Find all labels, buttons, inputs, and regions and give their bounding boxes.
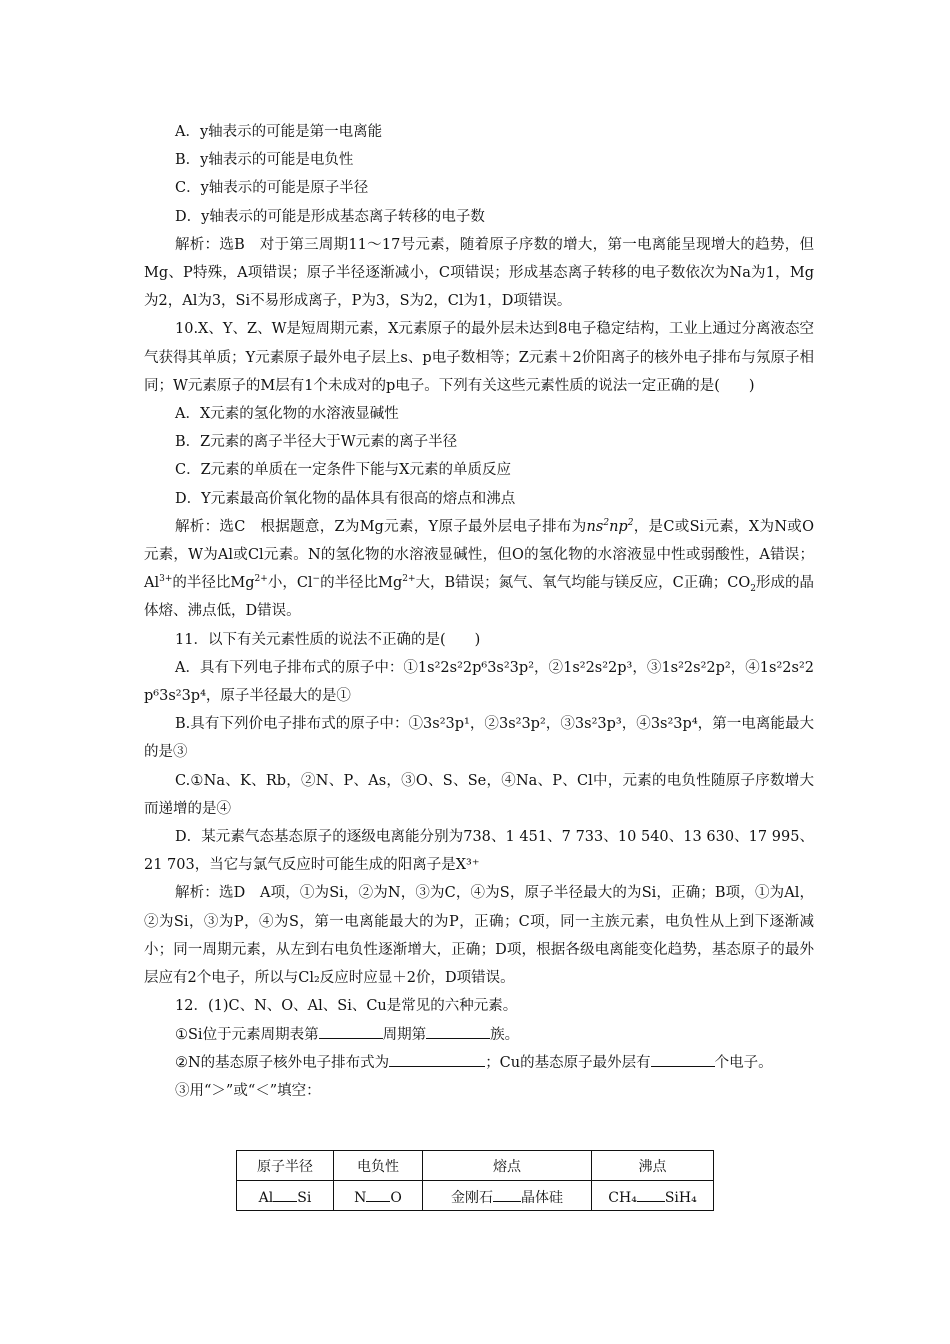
cell-right: O [390, 1190, 402, 1206]
answer-blank[interactable] [493, 1185, 521, 1202]
q10-option-d: D．Y元素最高价氧化物的晶体具有很高的熔点和沸点 [175, 490, 516, 507]
answer-blank[interactable] [319, 1022, 383, 1039]
answer-blank[interactable] [366, 1185, 390, 1202]
q12-part-2 [144, 1049, 814, 1077]
document-body [144, 118, 814, 1105]
q12-text: 个电子。 [714, 1054, 773, 1071]
q11-option-a: A．具有下列电子排布式的原子中：①1s²2s²2p⁶3s²3p²，②1s²2s²2p³，③1s²2s²2p²，④1s²2s²2p⁶3s²3p⁴，原子半径最大的是① [144, 659, 814, 705]
q11-option-b: B.具有下列价电子排布式的原子中：①3s²3p¹，②3s²3p²，③3s²3p³，④3s²3p⁴，第一电离能最大的是③ [144, 716, 814, 761]
answer-blank[interactable] [389, 1050, 485, 1067]
q10-analysis-part: 形成的晶体熔、沸点低，D错误。 [144, 575, 815, 620]
cell-left: Al [258, 1190, 274, 1206]
q10-analysis: 解析：选C 根据题意，Z为Mg元素，Y原子最外层电子排布为$ns^2np^2$，是C或Si元素，X为N或O元素，W为Al或Cl元素。N的氢化物的水溶液显碱性，但O的氢化物的水溶液显中性或弱酸性，A错误；$Al^{3+}$的半径比$Mg^{2+}$小，Cl−的半径比$Mg^{2+}$大，B错误；氮气、氧气均能与镁反应，C正确；$CO_2$形成的晶体熔、沸点低，D错误。 [144, 518, 815, 620]
q9-option-a: A．y轴表示的可能是第一电离能 [175, 124, 383, 140]
q10-analysis-part: ，是C或Si元素，X为N或O元素，W为Al或Cl元素。N的氢化物的水溶液显碱性，但O的氢化物的水溶液显中性或弱酸性，A错误；Al [144, 518, 815, 592]
table-cell [237, 1181, 334, 1211]
cell-left: 金刚石 [451, 1189, 493, 1206]
cell-right: Si [297, 1190, 312, 1206]
cell-right: SiH₄ [664, 1190, 697, 1206]
cell-right: 晶体硅 [521, 1189, 563, 1206]
table-cell [334, 1181, 423, 1211]
q9-option-b: B．y轴表示的可能是电负性 [175, 152, 354, 169]
q10-analysis-part: 大，B错误；氮气、氧气均能与镁反应，C正确；CO [415, 575, 751, 592]
q10-stem: 10.X、Y、Z、W是短周期元素，X元素原子的最外层未达到8电子稳定结构，工业上通过分离液态空气获得其单质；Y元素原子最外电子层上s、p电子数相等；Z元素＋2价阳离子的核外电子排布与氖原子相同；W元素原子的M层有1个未成对的p电子。下列有关这些元素性质的说法一定正确的是( ) [144, 321, 814, 394]
q11-option-c: C.①Na、K、Rb，②N、P、As，③O、S、Se，④Na、P、Cl中，元素的电负性随原子序数增大而递增的是④ [144, 772, 814, 817]
q12-text: 族。 [490, 1026, 520, 1043]
q10-analysis-part: 的半径比Mg [320, 575, 403, 592]
q10-option-c: C．Z元素的单质在一定条件下能与X元素的单质反应 [175, 462, 511, 479]
electron-config: $ns^2np^2$ [586, 518, 634, 535]
table-cell [592, 1181, 714, 1211]
answer-blank[interactable] [637, 1185, 665, 1202]
q10-analysis-part: 小，Cl [267, 575, 313, 592]
q12-text: 周期第 [382, 1026, 427, 1043]
q12-part-3: ③用“＞”或“＜”填空： [175, 1082, 321, 1099]
table-header: 沸点 [592, 1151, 714, 1181]
cell-left: CH₄ [608, 1190, 637, 1206]
answer-blank[interactable] [273, 1185, 297, 1202]
q10-option-a: A．X元素的氢化物的水溶液显碱性 [175, 406, 399, 423]
q10-analysis-part: 的半径比Mg [172, 575, 255, 592]
table-header-row [237, 1151, 714, 1181]
answer-blank[interactable] [426, 1022, 490, 1039]
q12-text: ①Si位于元素周期表第 [175, 1026, 319, 1043]
table-header: 电负性 [334, 1151, 423, 1181]
q12-part-1 [144, 1021, 814, 1049]
q11-option-d: D．某元素气态基态原子的逐级电离能分别为738、1 451、7 733、10 540、13 630、17 995、21 703，当它与氯气反应时可能生成的阳离子是X³⁺ [144, 829, 814, 874]
q12-stem: 12．(1)C、N、O、Al、Si、Cu是常见的六种元素。 [175, 998, 518, 1015]
q11-stem: 11．以下有关元素性质的说法不正确的是( ) [175, 631, 481, 648]
q10-option-b: B．Z元素的离子半径大于W元素的离子半径 [175, 434, 458, 451]
q11-analysis: 解析：选D A项，①为Si，②为N，③为C，④为S，原子半径最大的为Si，正确；B项，①为Al，②为Si，③为P，④为S，第一电离能最大的为P，正确；C项，同一主族元素，电负性从上到下逐渐减小；同一周期元素，从左到右电负性逐渐增大，正确；D项，根据各级电离能变化趋势，基态原子的最外层应有2个电子，所以与Cl₂反应时应显＋2价，D项错误。 [144, 885, 814, 987]
q10-analysis-part: 解析：选C 根据题意，Z为Mg元素，Y原子最外层电子排布为 [175, 518, 587, 535]
answer-blank[interactable] [651, 1050, 715, 1067]
table-row [237, 1181, 714, 1211]
cell-left: N [354, 1190, 367, 1206]
q12-text: ；Cu的基态原子最外层有 [485, 1054, 651, 1071]
q9-option-d: D．y轴表示的可能是形成基态离子转移的电子数 [175, 208, 485, 225]
q12-text: ②N的基态原子核外电子排布式为 [175, 1054, 390, 1071]
q9-option-c: C．y轴表示的可能是原子半径 [175, 180, 369, 197]
table-header: 原子半径 [237, 1151, 334, 1181]
table-header: 熔点 [423, 1151, 592, 1181]
table-cell [423, 1181, 592, 1211]
q9-analysis: 解析：选B 对于第三周期11～17号元素，随着原子序数的增大，第一电离能呈现增大的趋势，但Mg、P特殊，A项错误；原子半径逐渐减小，C项错误；形成基态离子转移的电子数依次为Na为1，Mg为2，Al为3，Si不易形成离子，P为3，S为2，Cl为1，D项错误。 [144, 236, 814, 310]
comparison-table [236, 1150, 714, 1211]
